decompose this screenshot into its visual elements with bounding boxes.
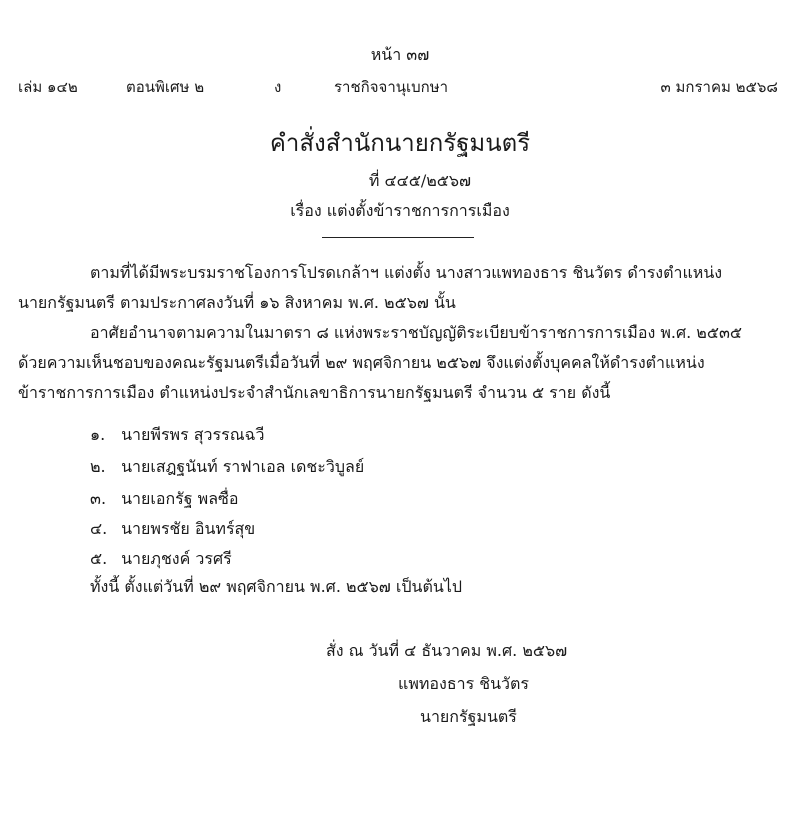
- list-item-number: ๓.: [90, 489, 107, 508]
- signatory-position: นายกรัฐมนตรี: [420, 707, 517, 726]
- list-item: [90, 518, 255, 540]
- order-subject: เรื่อง แต่งตั้งข้าราชการการเมือง: [290, 201, 510, 220]
- list-item: [90, 456, 364, 478]
- effective-date-line: ทั้งนี้ ตั้งแต่วันที่ ๒๙ พฤศจิกายน พ.ศ. ๒๕๖๗ เป็นต้นไป: [90, 577, 463, 596]
- list-item: [90, 424, 264, 446]
- page-number: หน้า ๓๗: [370, 45, 430, 64]
- list-item-name: นายพรชัย อินทร์สุข: [121, 519, 256, 538]
- list-item-name: นายเสฎฐนันท์ ราฟาเอล เดชะวิบูลย์: [121, 457, 365, 476]
- paragraph-1-line-1: ตามที่ได้มีพระบรมราชโองการโปรดเกล้าฯ แต่งตั้ง นางสาวแพทองธาร ชินวัตร ดำรงตำแหน่ง: [90, 263, 723, 282]
- volume-label: เล่ม ๑๔๒: [18, 78, 78, 96]
- paragraph-1-line-2: นายกรัฐมนตรี ตามประกาศลงวันที่ ๑๖ สิงหาคม พ.ศ. ๒๕๖๗ นั้น: [18, 293, 456, 312]
- publication-date: ๓ มกราคม ๒๕๖๘: [660, 78, 778, 96]
- paragraph-2: [18, 318, 778, 408]
- list-item-name: นายภุชงค์ วรศรี: [121, 549, 232, 568]
- signatory-name: แพทองธาร ชินวัตร: [398, 674, 530, 693]
- list-item: [90, 488, 238, 510]
- publication-name: ราชกิจจานุเบกษา: [334, 78, 449, 96]
- list-item: [90, 548, 232, 570]
- subsection-label: ง: [274, 78, 282, 96]
- paragraph-2-line-1: อาศัยอำนาจตามความในมาตรา ๘ แห่งพระราชบัญญัติระเบียบข้าราชการการเมือง พ.ศ. ๒๕๓๕: [90, 323, 742, 342]
- signature-date: สั่ง ณ วันที่ ๔ ธันวาคม พ.ศ. ๒๕๖๗: [326, 641, 568, 660]
- gazette-header: [18, 76, 778, 98]
- list-item-number: ๑.: [90, 425, 106, 444]
- list-item-number: ๒.: [90, 457, 106, 476]
- order-number: ที่ ๔๔๕/๒๕๖๗: [368, 171, 472, 190]
- order-title: คำสั่งสำนักนายกรัฐมนตรี: [269, 129, 531, 157]
- list-item-number: ๔.: [90, 519, 108, 538]
- title-divider: [322, 237, 474, 238]
- list-item-number: ๕.: [90, 549, 108, 568]
- section-label: ตอนพิเศษ ๒: [126, 78, 205, 96]
- list-item-name: นายพีรพร สุวรรณฉวี: [121, 425, 265, 444]
- paragraph-2-line-2: ด้วยความเห็นชอบของคณะรัฐมนตรีเมื่อวันที่ ๒๙ พฤศจิกายน ๒๕๖๗ จึงแต่งตั้งบุคคลให้ดำรงตำแหน่ง: [18, 353, 705, 372]
- paragraph-1: [18, 258, 778, 318]
- list-item-name: นายเอกรัฐ พลซื่อ: [121, 489, 239, 508]
- paragraph-2-line-3: ข้าราชการการเมือง ตำแหน่งประจำสำนักเลขาธิการนายกรัฐมนตรี จำนวน ๕ ราย ดังนี้: [18, 383, 611, 402]
